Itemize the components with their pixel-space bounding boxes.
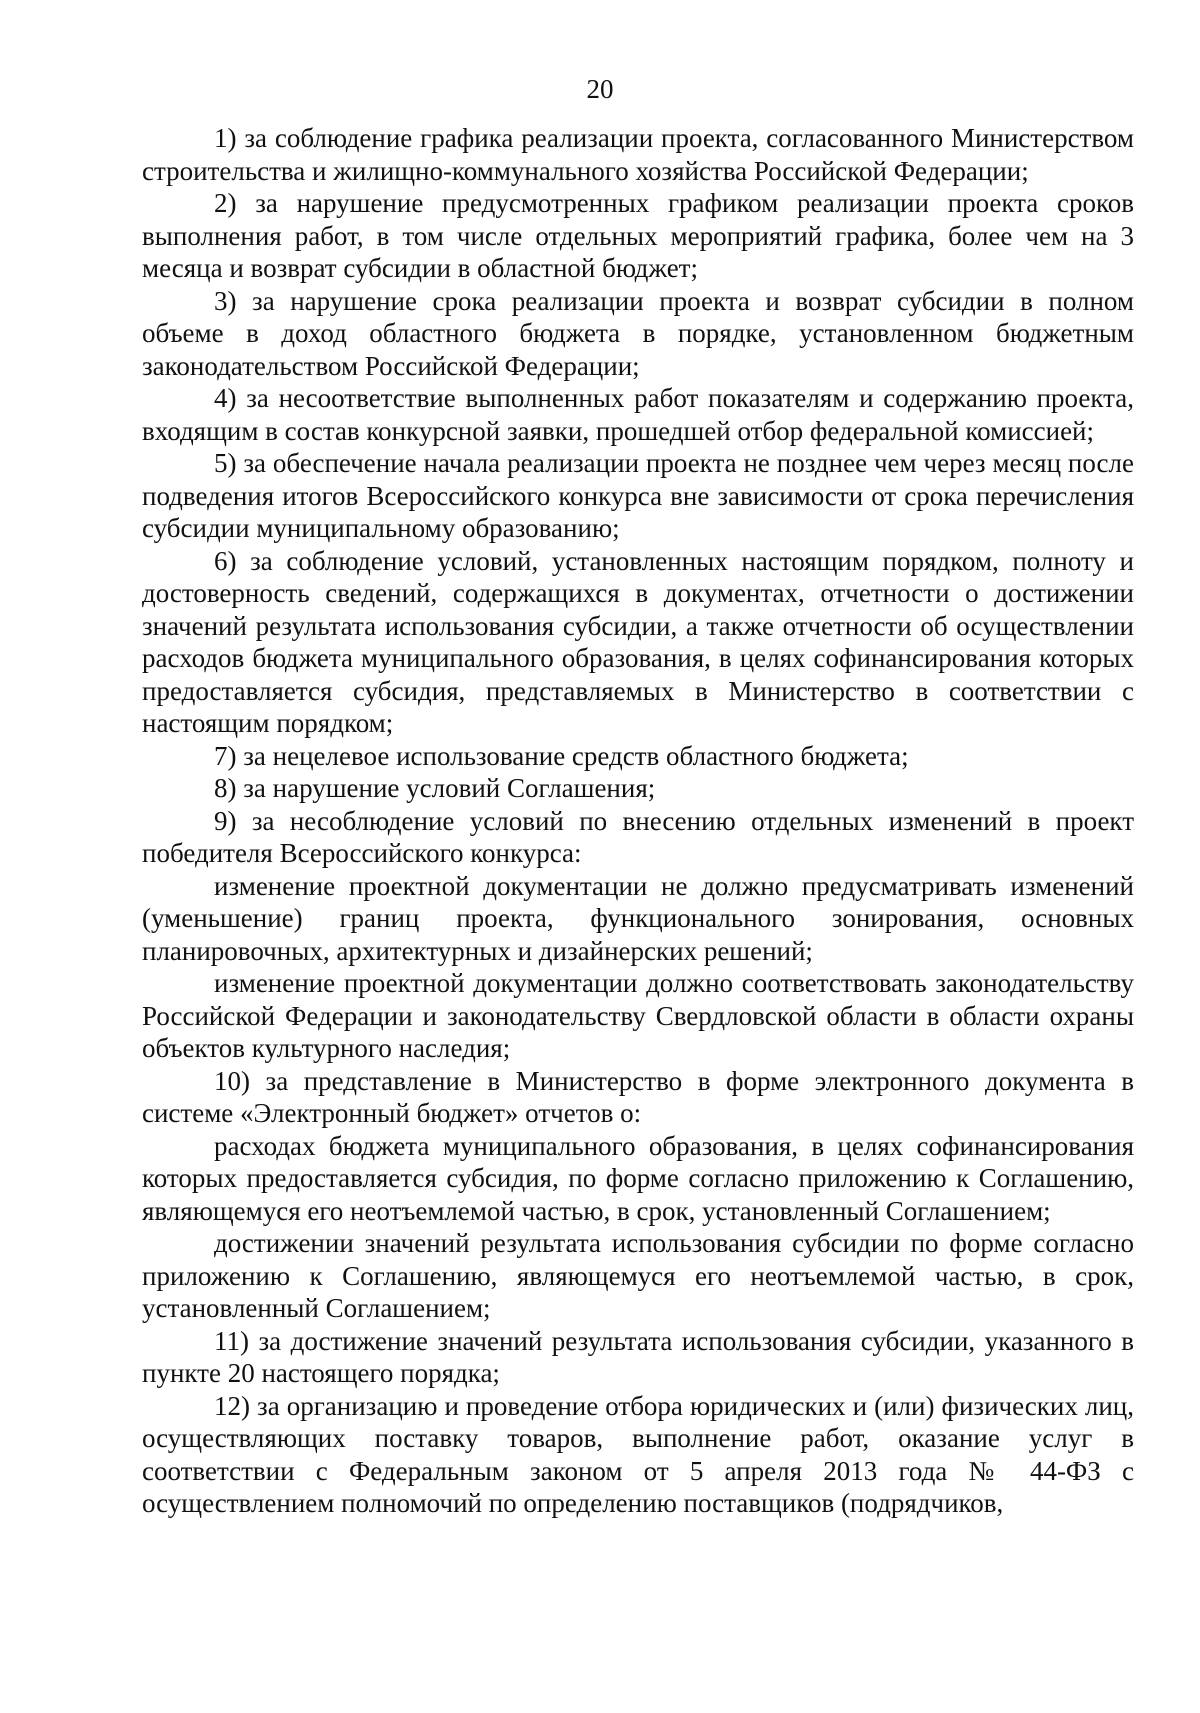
paragraph-item-10: 10) за представление в Министерство в форме электронного документа в системе «Электронный бюджет» отчетов о: xyxy=(142,1065,1134,1128)
document-body xyxy=(142,122,1134,1520)
paragraph-item-10-subitem-1: расходах бюджета муниципального образования, в целях софинансирования которых предоставляется субсидия, по форме согласно приложению к Соглашению, являющемуся его неотъемлемой частью, в срок, установленный Соглашением; xyxy=(142,1130,1134,1226)
paragraph-item-6: 6) за соблюдение условий, установленных настоящим порядком, полноту и достоверность сведений, содержащихся в документах, отчетности о достижении значений результата использования субсидии, а также отчетности об осуществлении расходов бюджета муниципального образования, в целях софинансирования которых предоставляется субсидия, представляемых в Министерство в соответствии с настоящим порядком; xyxy=(142,545,1134,738)
paragraph-item-1: 1) за соблюдение графика реализации проекта, согласованного Министерством строительства и жилищно-коммунального хозяйства Российской Федерации; xyxy=(142,123,1134,186)
paragraph-item-2: 2) за нарушение предусмотренных графиком реализации проекта сроков выполнения работ, в том числе отдельных мероприятий графика, более чем на 3 месяца и возврат субсидии в областной бюджет; xyxy=(142,188,1134,283)
paragraph-item-9-subitem-1: изменение проектной документации не должно предусматривать изменений (уменьшение) границ проекта, функционального зонирования, основных планировочных, архитектурных и дизайнерских решений; xyxy=(142,870,1134,966)
paragraph-item-7: 7) за нецелевое использование средств областного бюджета; xyxy=(214,740,909,771)
page-number: 20 xyxy=(586,74,614,104)
paragraph-item-3: 3) за нарушение срока реализации проекта и возврат субсидии в полном объеме в доход областного бюджета в порядке, установленном бюджетным законодательством Российской Федерации; xyxy=(142,285,1134,381)
paragraph-item-8: 8) за нарушение условий Соглашения; xyxy=(214,773,656,803)
paragraph-item-10-subitem-2: достижении значений результата использования субсидии по форме согласно приложению к Соглашению, являющемуся его неотъемлемой частью, в срок, установленный Соглашением; xyxy=(142,1228,1134,1323)
paragraph-item-9-subitem-2: изменение проектной документации должно соответствовать законодательству Российской Федерации и законодательству Свердловской области в области охраны объектов культурного наследия; xyxy=(142,968,1134,1063)
paragraph-item-4: 4) за несоответствие выполненных работ показателям и содержанию проекта, входящим в состав конкурсной заявки, прошедшей отбор федеральной комиссией; xyxy=(142,383,1134,446)
paragraph-item-5: 5) за обеспечение начала реализации проекта не позднее чем через месяц после подведения итогов Всероссийского конкурса вне зависимости от срока перечисления субсидии муниципальному образованию; xyxy=(142,448,1134,543)
paragraph-item-11: 11) за достижение значений результата использования субсидии, указанного в пункте 20 настоящего порядка; xyxy=(142,1325,1134,1388)
paragraph-item-9: 9) за несоблюдение условий по внесению отдельных изменений в проект победителя Всероссийского конкурса: xyxy=(142,805,1134,868)
paragraph-item-12: 12) за организацию и проведение отбора юридических и (или) физических лиц, осуществляющих поставку товаров, выполнение работ, оказание услуг в соответствии с Федеральным законом от 5 апреля 2013 года № 44-ФЗ с осуществлением полномочий по определению поставщиков (подрядчиков, xyxy=(142,1390,1134,1518)
